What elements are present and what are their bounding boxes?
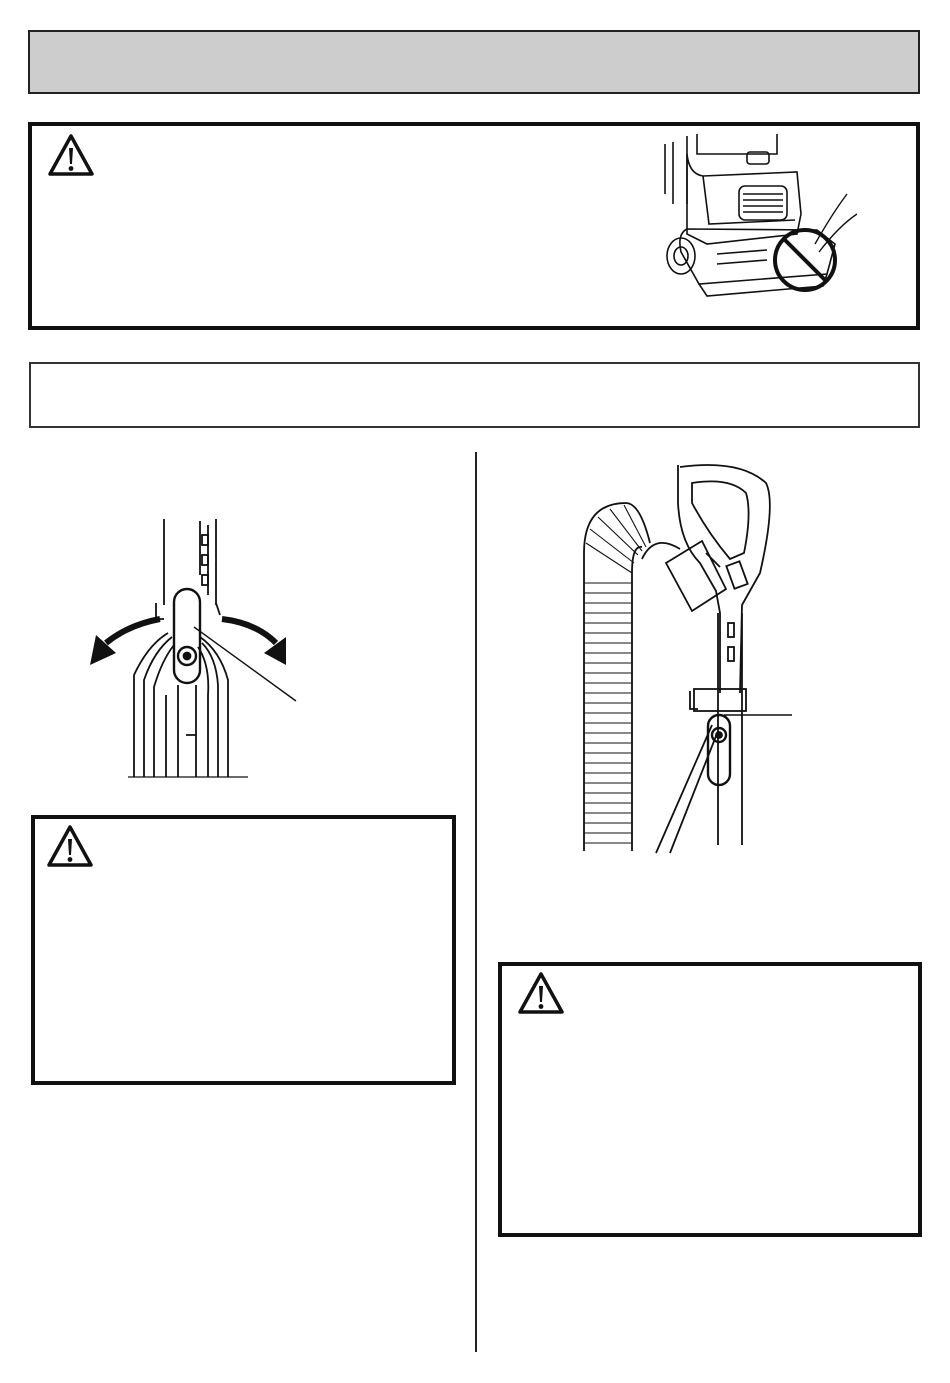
column-divider [475,452,477,1352]
warning-triangle-icon [516,970,566,1016]
instruction-bar [29,362,920,428]
section-header-bar [28,30,920,94]
hose-handle-illustration [580,463,800,855]
warning-triangle-icon [46,132,96,178]
top-warning-box [28,122,920,330]
cord-hook-illustration [88,515,308,780]
vacuum-base-no-cord-illustration [647,134,857,306]
left-warning-box [31,815,456,1085]
warning-triangle-icon [45,823,95,869]
right-warning-box [498,962,922,1237]
